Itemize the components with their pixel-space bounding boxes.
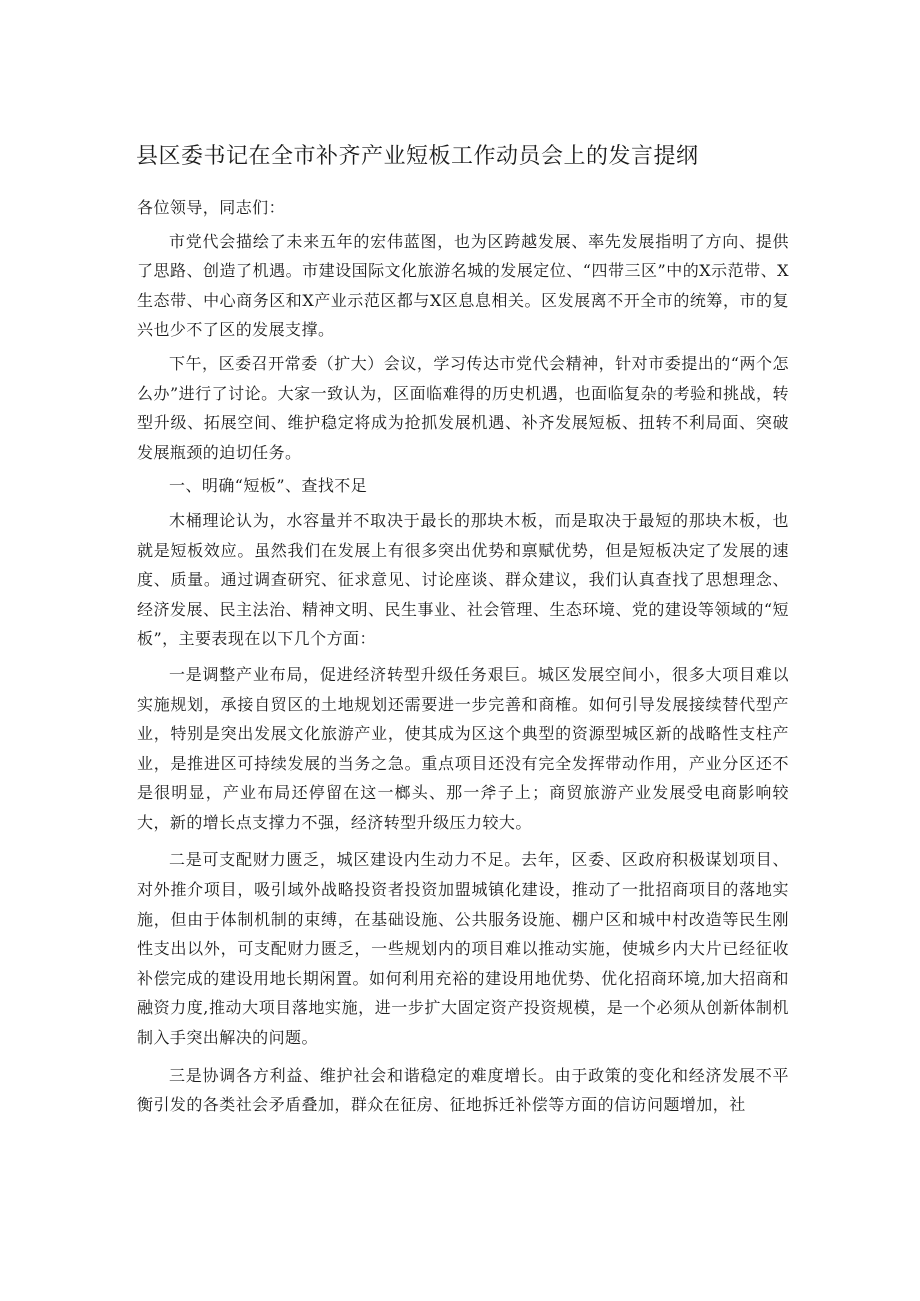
salutation: 各位领导，同志们：: [137, 198, 286, 217]
paragraph-point-2: 二是可支配财力匮乏，城区建设内生动力不足。去年，区委、区政府积极谋划项目、对外推介项目，吸引域外战略投资者投资加盟城镇化建设，推动了一批招商项目的落地实施，但由于体制机制的束缚，在基础设施、公共服务设施、棚户区和城中村改造等民生刚性支出以外，可支配财力匮乏，一些规划内的项目难以推动实施，使城乡内大片已经征收补偿完成的建设用地长期闲置。如何利用充裕的建设用地优势、优化招商环境,加大招商和融资力度,推动大项目落地实施，进一步扩大固定资产投资规模，是一个必须从创新体制机制入手突出解决的问题。: [137, 850, 789, 1048]
section-heading-1: 一、明确“短板”、查找不足: [169, 476, 368, 496]
paragraph-meeting: 下午，区委召开常委（扩大）会议，学习传达市党代会精神，针对市委提出的“两个怎么办”进行了讨论。大家一致认为，区面临难得的历史机遇，也面临复杂的考验和挑战，转型升级、拓展空间、维护稳定将成为抢抓发展机遇、补齐发展短板、扭转不利局面、突破发展瓶颈的迫切任务。: [137, 353, 789, 462]
paragraph-barrel-theory: 木桶理论认为，水容量并不取决于最长的那块木板，而是取决于最短的那块木板，也就是短板效应。虽然我们在发展上有很多突出优势和禀赋优势，但是短板决定了发展的速度、质量。通过调查研究、征求意见、讨论座谈、群众建议，我们认真查找了思想理念、经济发展、民主法治、精神文明、民生事业、社会管理、生态环境、党的建设等领域的“短板”，主要表现在以下几个方面：: [137, 510, 789, 649]
paragraph-intro: 市党代会描绘了未来五年的宏伟蓝图，也为区跨越发展、率先发展指明了方向、提供了思路、创造了机遇。市建设国际文化旅游名城的发展定位、“四带三区”中的X示范带、X生态带、中心商务区和X产业示范区都与X区息息相关。区发展离不开全市的统筹，市的复兴也少不了区的发展支撑。: [137, 231, 789, 340]
paragraph-point-3: 三是协调各方利益、维护社会和谐稳定的难度增长。由于政策的变化和经济发展不平衡引发的各类社会矛盾叠加，群众在征房、征地拆迁补偿等方面的信访问题增加，社: [137, 1065, 789, 1115]
document-title: 县区委书记在全市补齐产业短板工作动员会上的发言提纲: [136, 144, 699, 169]
document-body: [137, 193, 789, 1120]
paragraph-point-1: 一是调整产业布局，促进经济转型升级任务艰巨。城区发展空间小，很多大项目难以实施规划，承接自贸区的土地规划还需要进一步完善和商榷。如何引导发展接续替代型产业，特别是突出发展文化旅游产业，使其成为区这个典型的资源型城区新的战略性支柱产业，是推进区可持续发展的当务之急。重点项目还没有完全发挥带动作用，产业分区还不是很明显，产业布局还停留在这一榔头、那一斧子上；商贸旅游产业发展受电商影响较大，新的增长点支撑力不强，经济转型升级压力较大。: [137, 664, 789, 832]
